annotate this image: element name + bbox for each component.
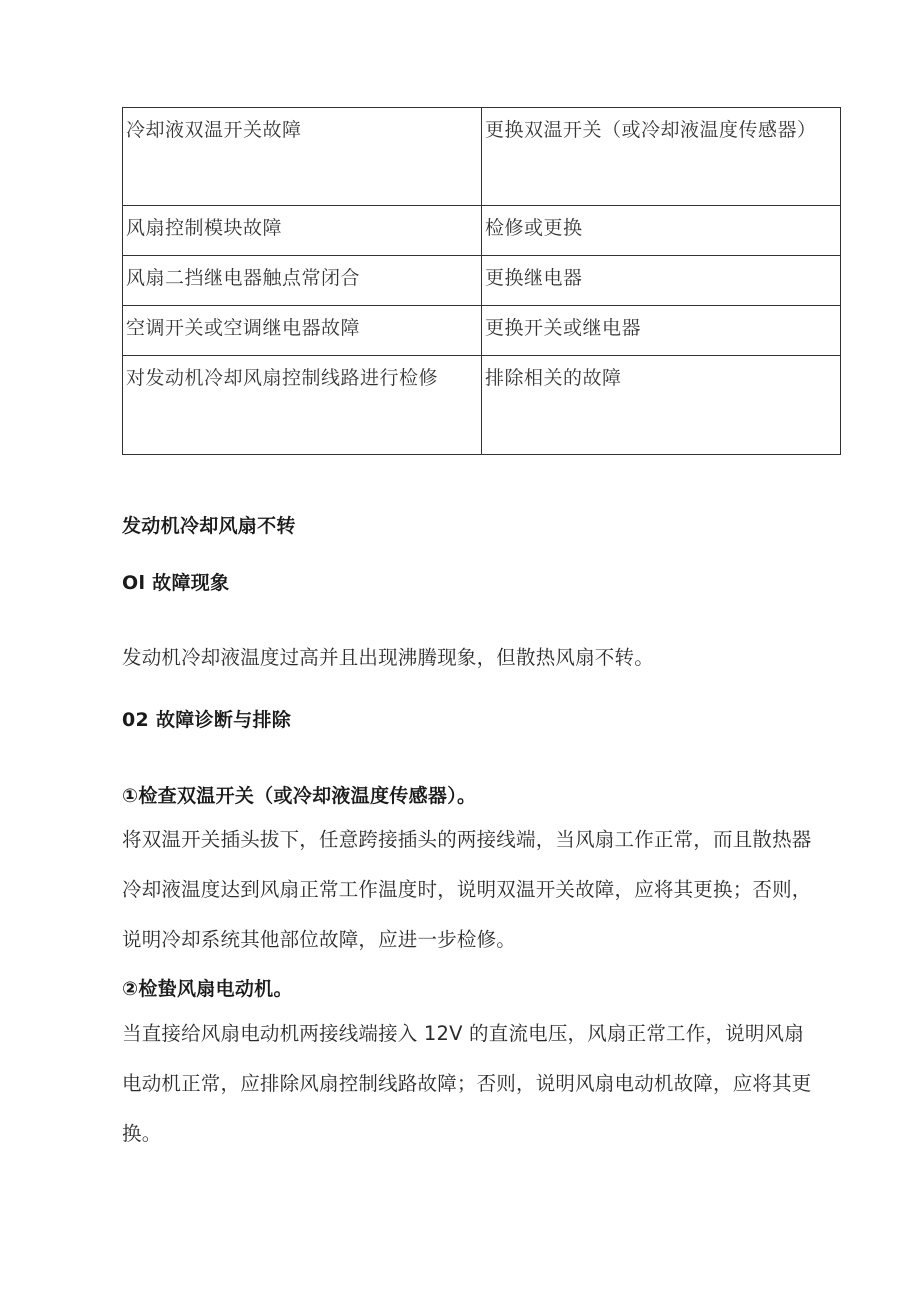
fix-text: 更换开关或继电器	[485, 317, 642, 339]
fix-cell	[482, 306, 841, 356]
fix-cell	[482, 108, 841, 206]
cause-text: 冷却液双温开关故障	[126, 119, 302, 141]
cause-text: 风扇控制模块故障	[126, 217, 283, 239]
fix-text: 更换继电器	[485, 267, 583, 289]
cause-cell	[123, 256, 482, 306]
fault-remedy-table	[122, 107, 841, 455]
cause-cell	[123, 108, 482, 206]
table-row	[123, 108, 841, 206]
diagnosis-heading: 02 故障诊断与排除	[122, 709, 292, 731]
cause-cell	[123, 206, 482, 256]
cause-text: 对发动机冷却风扇控制线路进行检修	[126, 367, 439, 389]
section-title: 发动机冷却风扇不转	[122, 515, 296, 537]
fix-text: 更换双温开关（或冷却液温度传感器）	[485, 119, 817, 141]
step1-text: 将双温开关插头拔下，任意跨接插头的两接线端，当风扇工作正常，而且散热器冷却液温度达到风扇正常工作温度时，说明双温开关故障，应将其更换；否则，说明冷却系统其他部位故障，应进一步检修。	[122, 828, 812, 951]
cause-cell	[123, 306, 482, 356]
fix-cell	[482, 256, 841, 306]
table-row	[123, 356, 841, 455]
fix-cell	[482, 356, 841, 455]
symptom-heading: Ol 故障现象	[122, 572, 230, 594]
step2-text: 当直接给风扇电动机两接线端接入 12V 的直流电压，风扇正常工作，说明风扇电动机正常，应排除风扇控制线路故障；否则，说明风扇电动机故障，应将其更换。	[122, 1022, 812, 1145]
fix-cell	[482, 206, 841, 256]
cause-cell	[123, 356, 482, 455]
table-row	[123, 256, 841, 306]
fix-text: 排除相关的故障	[485, 367, 622, 389]
table-row	[123, 206, 841, 256]
table-row	[123, 306, 841, 356]
cause-text: 风扇二挡继电器触点常闭合	[126, 267, 361, 289]
step2-heading: ②检蛰风扇电动机。	[122, 978, 293, 1000]
step1-heading: ①检查双温开关（或冷却液温度传感器）。	[122, 785, 477, 807]
symptom-text: 发动机冷却液温度过高并且出现沸腾现象，但散热风扇不转。	[122, 646, 654, 669]
cause-text: 空调开关或空调继电器故障	[126, 317, 361, 339]
fix-text: 检修或更换	[485, 217, 583, 239]
